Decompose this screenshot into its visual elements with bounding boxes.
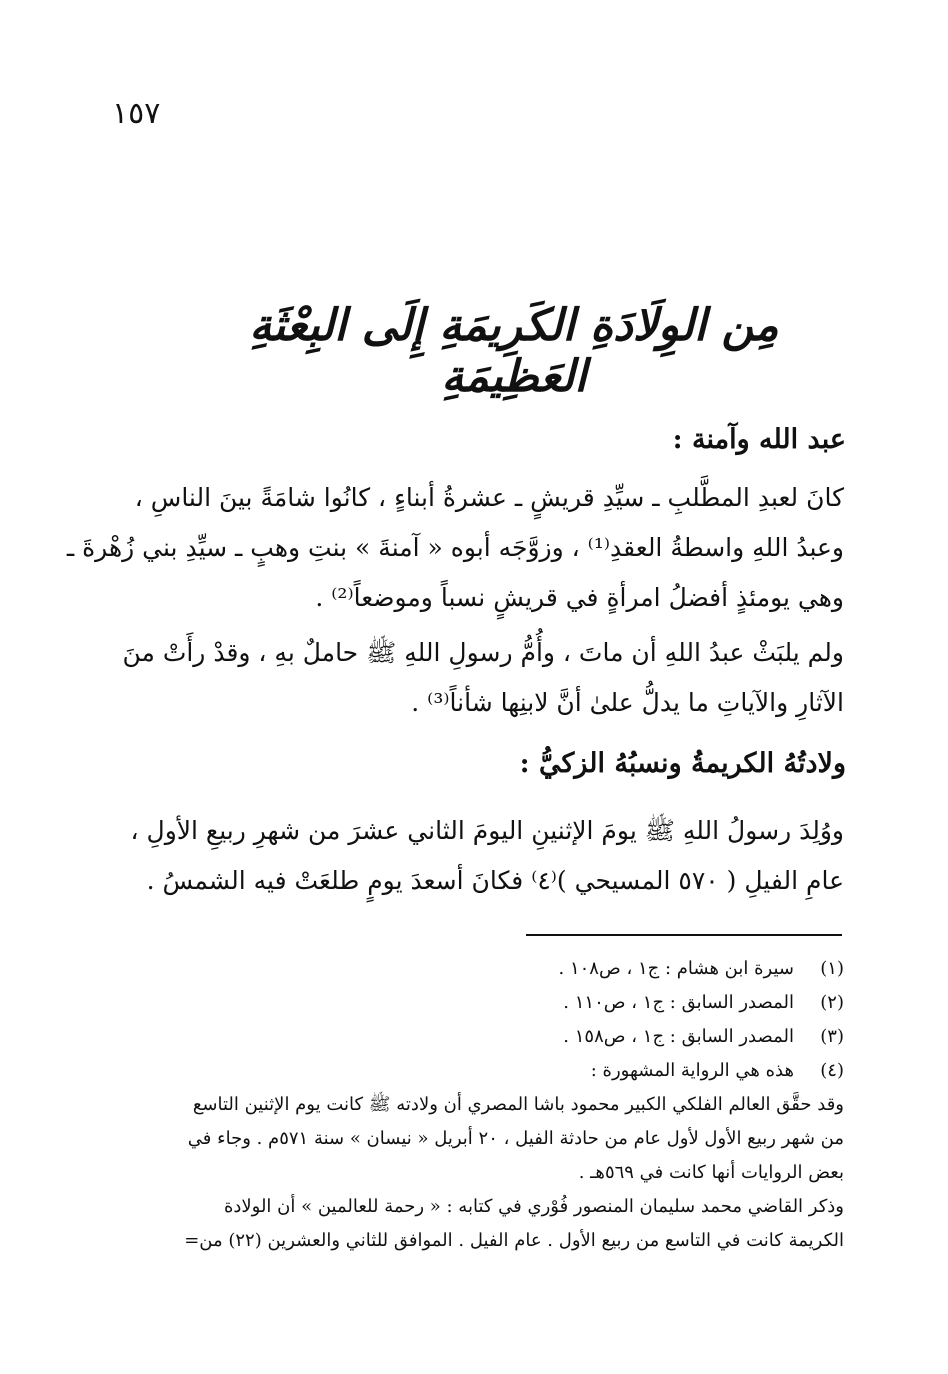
footnote-text: هذه هي الرواية المشهورة : [590, 1060, 794, 1081]
paragraph-abdullah-2 [100, 628, 844, 728]
footnote-text: المصدر السابق : ج١ ، ص١١٠ . [563, 992, 794, 1013]
text-line: كانَ لعبدِ المطَّلبِ ـ سيِّدِ قريشٍ ـ عشرةُ أبناءٍ ، كانُوا شامَةً بينَ الناسِ ، [134, 483, 844, 512]
footnote-continuation-line: الكريمة كانت في التاسع من ربيع الأول . عام الفيل . الموافق للثاني والعشرين (٢٢) من= [184, 1230, 844, 1251]
text-line: الآثارِ والآياتِ ما يدلُّ علىٰ أنَّ لابنِها شأناً⁽³⁾ . [411, 688, 844, 717]
footnote-continuation-line: من شهر ربيع الأول لأول عام من حادثة الفيل ، ٢٠ أبريل « نيسان » سنة ٥٧١م . وجاء في [187, 1128, 844, 1149]
footnote-text: سيرة ابن هشام : ج١ ، ص١٠٨ . [558, 958, 794, 979]
footnote-item [100, 986, 844, 1020]
section-heading-birth: ولادتُهُ الكريمةُ ونسبُهُ الزكيُّ : [519, 748, 846, 779]
footnote-continuation-line: بعض الروايات أنها كانت في ٥٦٩هـ . [578, 1162, 844, 1183]
footnotes [100, 952, 844, 1258]
text-line: ولم يلبَثْ عبدُ اللهِ أن ماتَ ، وأُمُّ رسولِ اللهِ ﷺ حاملٌ بهِ ، وقدْ رأَتْ منَ [122, 638, 844, 667]
text-line: عامِ الفيلِ ( ٥٧٠ المسيحي )⁽٤⁾ فكانَ أسعدَ يومٍ طلعَتْ فيه الشمسُ . [146, 866, 844, 895]
footnote-item [100, 1020, 844, 1054]
footnote-number: (٢) [820, 992, 844, 1013]
footnote-number: (٣) [820, 1026, 844, 1047]
footnote-text: المصدر السابق : ج١ ، ص١٥٨ . [563, 1026, 794, 1047]
footnote-continuation-line: وقد حقَّق العالم الفلكي الكبير محمود باشا المصري أن ولادته ﷺ كانت يوم الإثنين التاسع [192, 1094, 844, 1115]
chapter-title: مِن الوِلَادَةِ الكَرِيمَةِ إِلَى البِعْثَةِ العَظِيمَةِ [249, 300, 779, 402]
footnote-divider [526, 934, 842, 936]
paragraph-birth [100, 806, 844, 906]
footnote-number: (١) [820, 958, 844, 979]
text-line: ووُلِدَ رسولُ اللهِ ﷺ يومَ الإثنينِ اليومَ الثاني عشرَ من شهرِ ربيعِ الأولِ ، [130, 816, 844, 845]
section-heading-abdullah-amina: عبد الله وآمنة : [672, 424, 846, 455]
text-line: وهي يومئذٍ أفضلُ امرأةٍ في قريشٍ نسباً وموضعاً⁽²⁾ . [315, 583, 844, 612]
page-number: ١٥٧ [112, 96, 161, 131]
footnote-item [100, 1054, 844, 1088]
footnote-number: (٤) [820, 1060, 844, 1081]
footnote-item [100, 952, 844, 986]
text-line: وعبدُ اللهِ واسطةُ العقدِ⁽¹⁾ ، وزوَّجَه أبوه « آمنةَ » بنتِ وهبٍ ـ سيِّدِ بني زُهْرةَ ـ [66, 533, 844, 562]
paragraph-abdullah-1 [66, 473, 844, 623]
footnote-continuation-line: وذكر القاضي محمد سليمان المنصور فُوْري في كتابه : « رحمة للعالمين » أن الولادة [223, 1196, 844, 1217]
